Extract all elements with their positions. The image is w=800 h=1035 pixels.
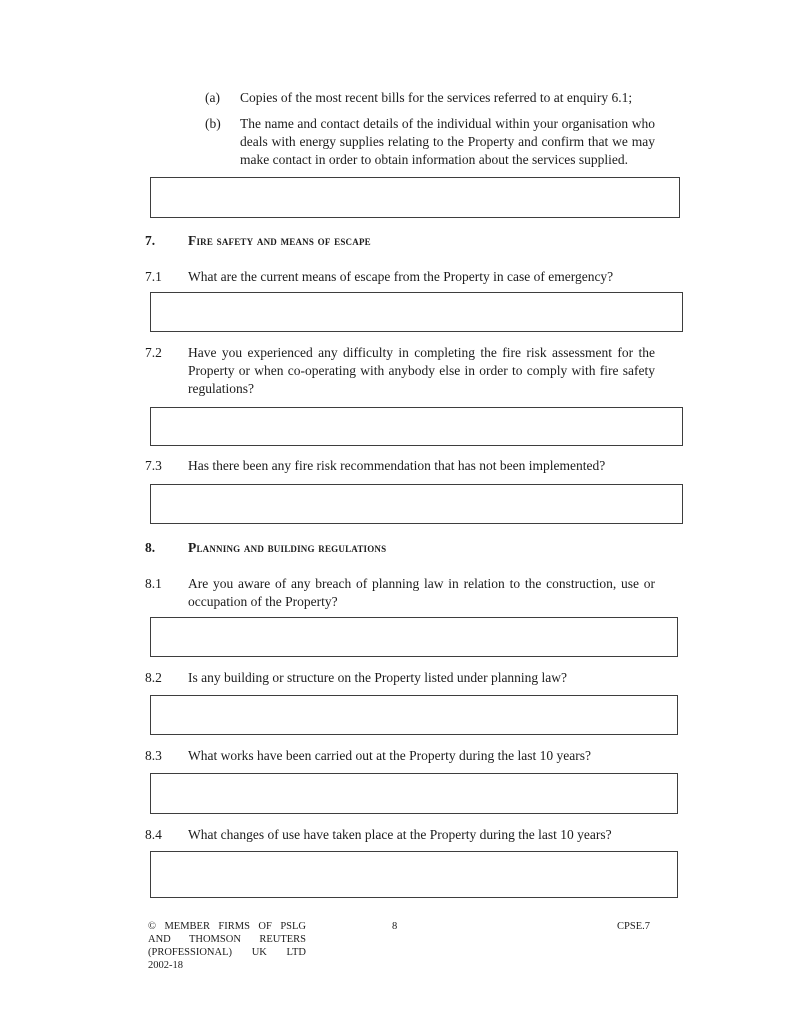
answer-box-energy-contact[interactable] <box>150 177 680 218</box>
answer-box-7-1[interactable] <box>150 292 683 332</box>
document-reference: CPSE.7 <box>617 921 650 932</box>
question-8-4-number: 8.4 <box>145 827 162 842</box>
answer-box-8-2[interactable] <box>150 695 678 735</box>
question-8-4 <box>145 826 655 844</box>
copyright-line: AND THOMSON REUTERS <box>148 934 306 945</box>
question-7-1-number: 7.1 <box>145 269 162 284</box>
question-7-2-number: 7.2 <box>145 345 162 360</box>
section-heading-7 <box>145 232 655 250</box>
list-item-b <box>205 115 655 169</box>
list-item-a <box>205 89 655 107</box>
question-7-1-text: What are the current means of escape from the Property in case of emergency? <box>188 269 614 284</box>
answer-box-8-4[interactable] <box>150 851 678 898</box>
answer-box-8-3[interactable] <box>150 773 678 814</box>
question-8-2 <box>145 669 655 687</box>
page-number: 8 <box>392 921 398 932</box>
question-8-2-number: 8.2 <box>145 670 162 685</box>
question-7-2 <box>145 344 655 398</box>
section-7-number: 7. <box>145 233 156 248</box>
question-8-3-text: What works have been carried out at the Property during the last 10 years? <box>188 748 591 763</box>
list-item-a-text: Copies of the most recent bills for the services referred to at enquiry 6.1; <box>240 90 633 105</box>
question-8-2-text: Is any building or structure on the Property listed under planning law? <box>188 670 568 685</box>
copyright-line: © MEMBER FIRMS OF PSLG <box>148 921 306 932</box>
section-8-number: 8. <box>145 540 156 555</box>
question-7-3 <box>145 457 655 475</box>
section-heading-8 <box>145 539 655 557</box>
section-7-title: Fire safety and means of escape <box>188 233 371 248</box>
list-item-b-text: The name and contact details of the individual within your organisation who deals with energy supplies relating to the Property and confirm that we may make contact in order to obtain information about the services supplied. <box>240 116 655 167</box>
question-7-1 <box>145 268 655 286</box>
question-8-3-number: 8.3 <box>145 748 162 763</box>
list-item-a-label: (a) <box>205 90 220 105</box>
question-8-4-text: What changes of use have taken place at the Property during the last 10 years? <box>188 827 612 842</box>
question-7-3-text: Has there been any fire risk recommendation that has not been implemented? <box>188 458 606 473</box>
question-7-2-text: Have you experienced any difficulty in completing the fire risk assessment for the Property or when co-operating with anybody else in order to comply with fire safety regulations? <box>188 345 655 396</box>
question-7-3-number: 7.3 <box>145 458 162 473</box>
copyright-line: (PROFESSIONAL) UK LTD <box>148 947 306 958</box>
question-8-1-text: Are you aware of any breach of planning law in relation to the construction, use or occupation of the Property? <box>188 576 655 609</box>
section-8-title: Planning and building regulations <box>188 540 387 555</box>
answer-box-7-2[interactable] <box>150 407 683 446</box>
copyright-notice <box>148 920 306 972</box>
copyright-line: 2002-18 <box>148 960 183 971</box>
answer-box-7-3[interactable] <box>150 484 683 524</box>
page-footer <box>148 920 680 972</box>
answer-box-8-1[interactable] <box>150 617 678 657</box>
question-8-1 <box>145 575 655 611</box>
question-8-3 <box>145 747 655 765</box>
list-item-b-label: (b) <box>205 116 221 131</box>
question-8-1-number: 8.1 <box>145 576 162 591</box>
